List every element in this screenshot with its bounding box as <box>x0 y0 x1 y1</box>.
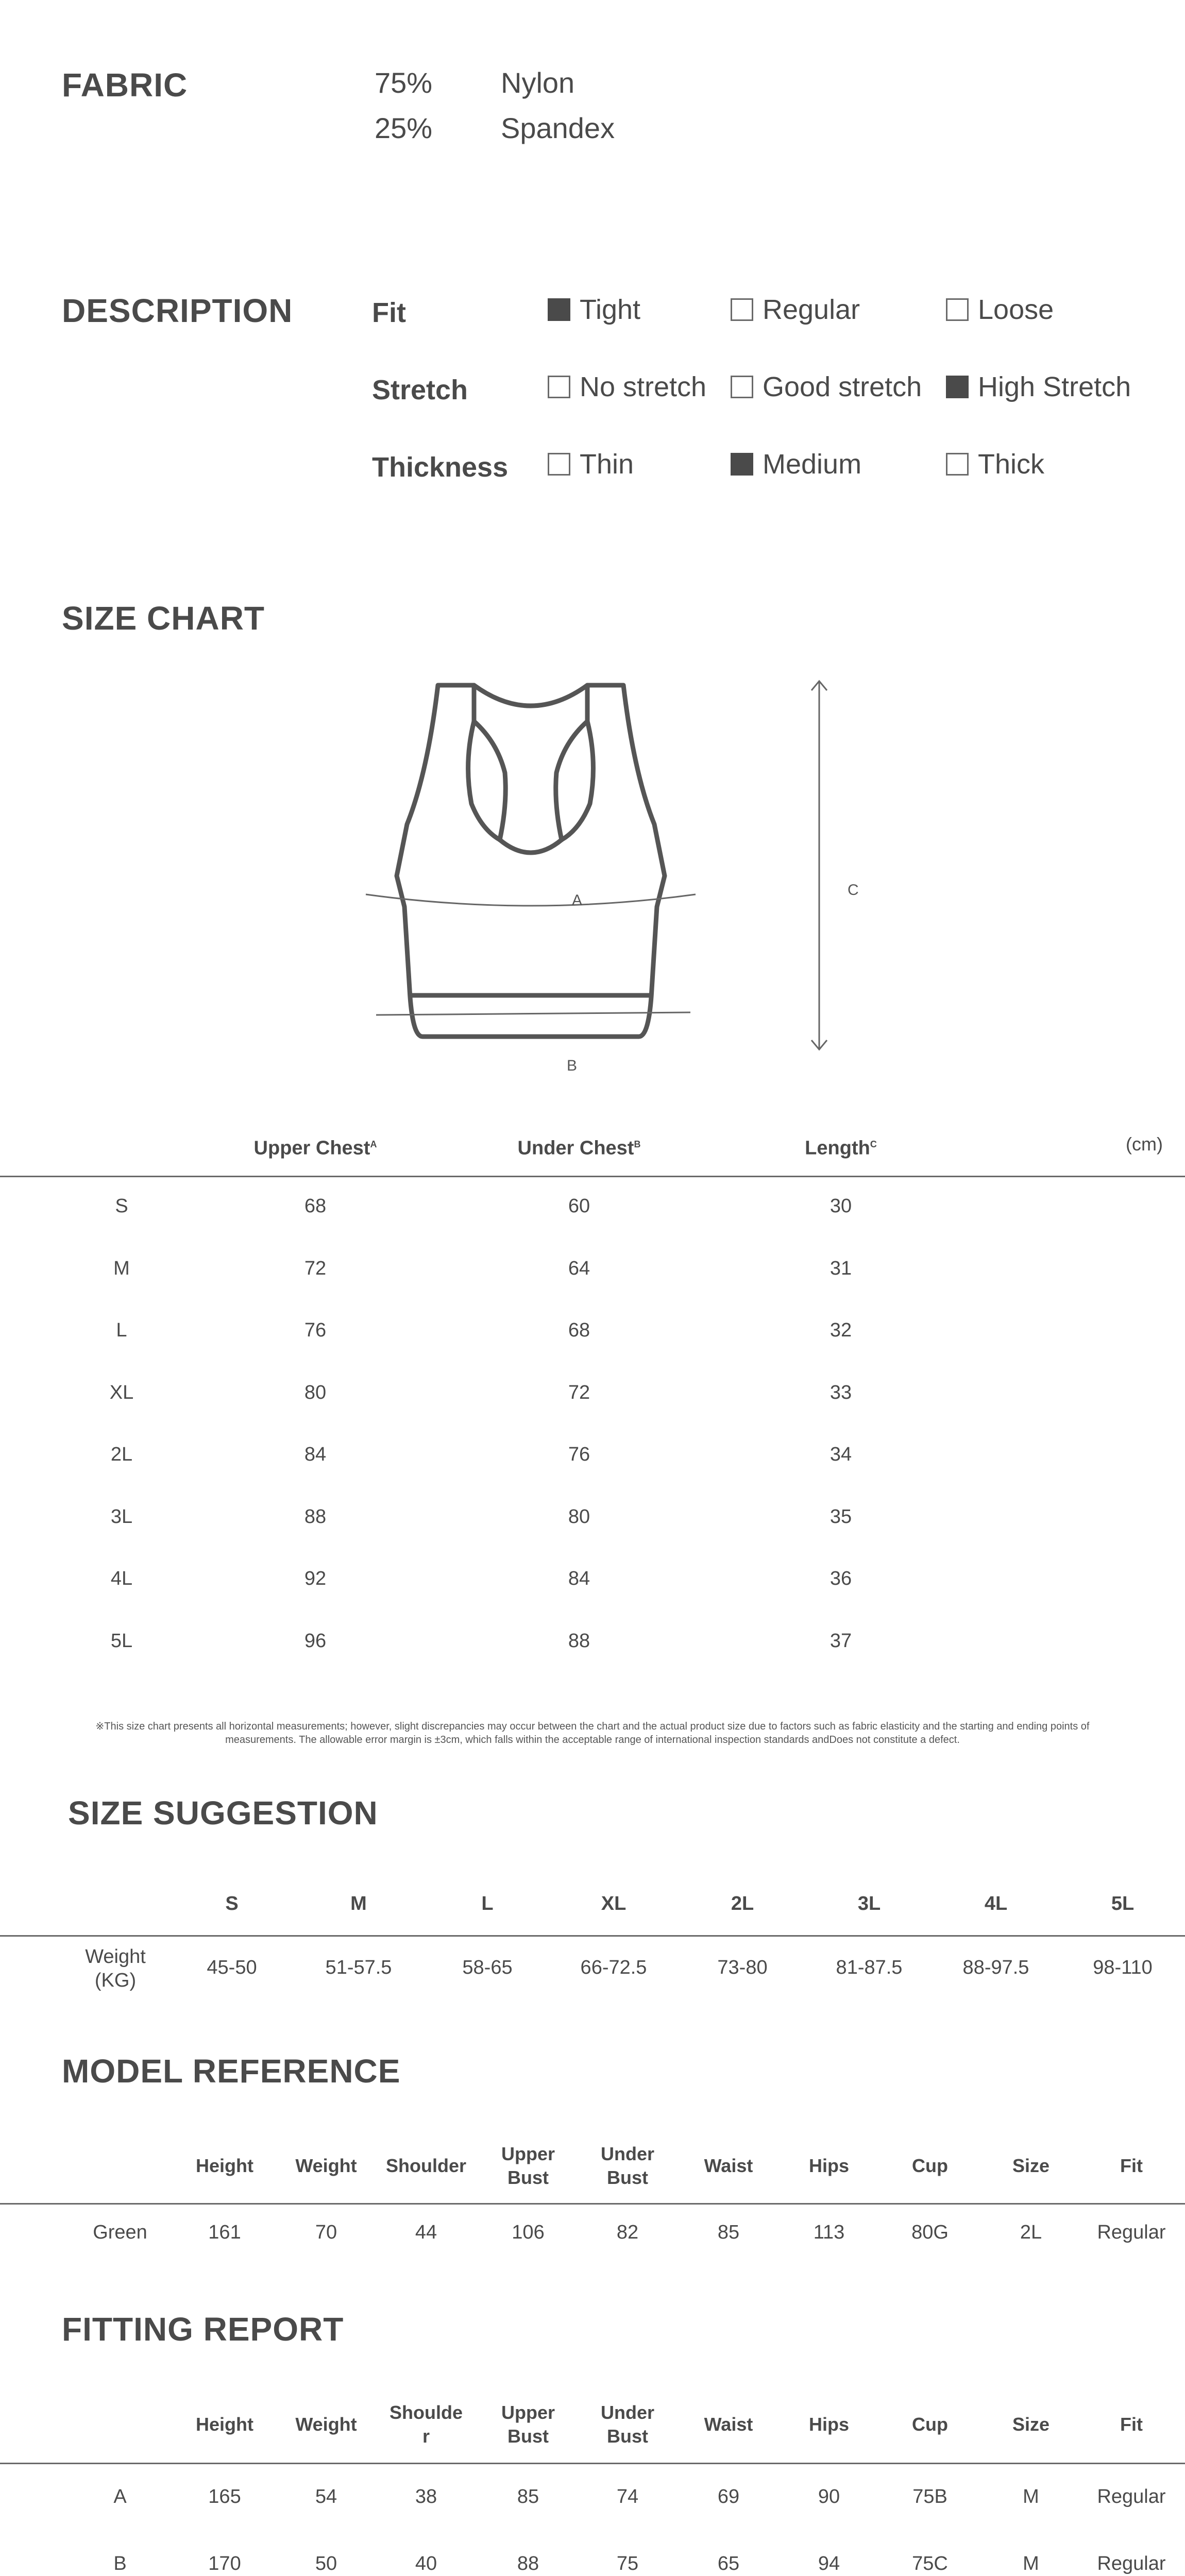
weight-range: 98-110 <box>1093 1957 1153 1978</box>
size-label: 5L <box>110 1630 133 1652</box>
measurement-cell: 68 <box>304 1195 327 1217</box>
checked-box-icon <box>946 376 969 398</box>
table-cell: 65 <box>717 2552 740 2574</box>
row-label: B <box>113 2552 127 2574</box>
fabric-pct-1: 75% <box>375 66 433 99</box>
column-header: Hips <box>808 2155 850 2176</box>
weight-range: 81-87.5 <box>836 1957 903 1978</box>
size-label: S <box>115 1195 128 1217</box>
garment-diagram <box>350 670 886 1082</box>
column-header: Size <box>1012 2155 1050 2176</box>
stretch-option-none: No stretch <box>548 371 706 403</box>
size-header: L <box>481 1893 494 1914</box>
table-cell: 80G <box>911 2222 949 2243</box>
unchecked-box-icon <box>731 376 753 398</box>
table-cell: 44 <box>415 2222 437 2243</box>
measurement-cell: 76 <box>304 1319 327 1341</box>
header-sup-c: C <box>870 1139 877 1149</box>
size-header: 3L <box>857 1893 881 1914</box>
measurement-cell: 76 <box>568 1444 590 1465</box>
size-header: 2L <box>731 1893 754 1914</box>
column-header: Height <box>196 2414 253 2435</box>
table-cell: 2L <box>1020 2222 1042 2243</box>
row-label: Green <box>93 2222 147 2243</box>
weight-range: 73-80 <box>717 1957 768 1978</box>
column-header: Shoulde r <box>390 2402 463 2447</box>
column-header: Fit <box>1120 2414 1143 2435</box>
measurement-cell: 35 <box>830 1505 852 1528</box>
fabric-pct-2: 25% <box>375 112 433 144</box>
table-cell: 170 <box>208 2552 241 2574</box>
table-cell: 50 <box>315 2552 337 2574</box>
table-cell: 54 <box>315 2486 337 2507</box>
table-cell: 75B <box>912 2486 947 2507</box>
weight-row-label: Weight (KG) <box>85 1946 146 1991</box>
size-label: 2L <box>110 1444 133 1465</box>
measurement-cell: 32 <box>830 1319 852 1341</box>
column-header: Under Bust <box>600 2402 655 2447</box>
measurement-cell: 33 <box>830 1381 852 1403</box>
measurement-cell: 37 <box>830 1630 852 1652</box>
column-header: Fit <box>1120 2155 1143 2176</box>
weight-range: 45-50 <box>207 1957 257 1978</box>
measurement-cell: 80 <box>568 1505 590 1528</box>
column-header: Weight <box>295 2155 357 2176</box>
table-cell: 40 <box>415 2552 437 2574</box>
column-header: Size <box>1012 2414 1050 2435</box>
table-cell: 74 <box>616 2486 639 2507</box>
table-cell: 165 <box>208 2486 241 2507</box>
measurement-cell: 72 <box>568 1381 590 1403</box>
size-header: M <box>350 1893 367 1914</box>
fit-option-loose: Loose <box>946 294 1054 326</box>
size-header: 5L <box>1111 1893 1135 1914</box>
size-chart-title: SIZE CHART <box>62 600 265 637</box>
size-chart-footnote: ※This size chart presents all horizontal measurements; however, slight discrepancies may occur between the chart and the actual product size due to factors such as fabric elasticity and the starting and ending points of measurements. The allowable error margin is ±3cm, which falls within the acceptable range of international inspection standards andDoes not constitute a defect. <box>95 1721 1090 1745</box>
table-cell: 69 <box>717 2486 740 2507</box>
column-header: Under Bust <box>600 2143 655 2188</box>
weight-range: 66-72.5 <box>580 1957 647 1978</box>
unchecked-box-icon <box>548 453 570 476</box>
column-header: Upper Bust <box>501 2143 555 2188</box>
unit-label: (cm) <box>1126 1133 1163 1155</box>
checked-box-icon <box>548 298 570 321</box>
size-header: 4L <box>984 1893 1008 1914</box>
thickness-option-medium: Medium <box>731 448 861 480</box>
diagram-label-a: A <box>572 892 583 909</box>
size-suggestion-title: SIZE SUGGESTION <box>68 1794 378 1832</box>
measurement-cell: 96 <box>304 1630 327 1652</box>
size-chart-header-length: Length$^C$ <box>805 1137 877 1159</box>
table-cell: 88 <box>517 2552 539 2574</box>
table-cell: 85 <box>517 2486 539 2507</box>
stretch-option-good: Good stretch <box>731 371 922 403</box>
table-cell: M <box>1023 2486 1039 2507</box>
size-header: S <box>225 1893 239 1914</box>
column-header: Waist <box>704 2414 753 2435</box>
table-cell: 85 <box>717 2222 740 2243</box>
table-cell: 70 <box>315 2222 337 2243</box>
column-header: Cup <box>912 2414 948 2435</box>
weight-range: 58-65 <box>462 1957 513 1978</box>
table-cell: 75 <box>616 2552 639 2574</box>
diagram-label-c: C <box>848 882 859 899</box>
table-cell: 38 <box>415 2486 437 2507</box>
fit-option-regular: Regular <box>731 294 860 326</box>
measurement-cell: 60 <box>568 1195 590 1217</box>
size-chart-header-under: Under Chest$^B$ <box>517 1137 641 1159</box>
column-header: Cup <box>912 2155 948 2176</box>
fit-label: Fit <box>372 297 406 328</box>
measurement-cell: 36 <box>830 1568 852 1589</box>
fit-option-tight: Tight <box>548 294 640 326</box>
checked-box-icon <box>731 453 753 476</box>
thickness-label: Thickness <box>372 452 509 483</box>
table-cell: 90 <box>818 2486 840 2507</box>
header-sup-b: B <box>634 1139 641 1149</box>
thickness-option-thin: Thin <box>548 448 634 480</box>
measurement-cell: 88 <box>568 1630 590 1652</box>
measurement-cell: 84 <box>304 1444 327 1465</box>
table-cell: 161 <box>208 2222 241 2243</box>
unchecked-box-icon <box>946 453 969 476</box>
measurement-cell: 34 <box>830 1444 852 1465</box>
stretch-label: Stretch <box>372 375 468 405</box>
measurement-cell: 64 <box>568 1257 590 1279</box>
unchecked-box-icon <box>731 298 753 321</box>
measurement-cell: 68 <box>568 1319 590 1341</box>
measurement-cell: 84 <box>568 1568 590 1589</box>
model-reference-title: MODEL REFERENCE <box>62 2053 401 2090</box>
measurement-cell: 31 <box>830 1257 852 1279</box>
size-label: L <box>116 1319 127 1341</box>
thickness-option-thick: Thick <box>946 448 1044 480</box>
unchecked-box-icon <box>946 298 969 321</box>
column-header: Waist <box>704 2155 753 2176</box>
size-label: M <box>113 1257 130 1279</box>
measurement-cell: 72 <box>304 1257 327 1279</box>
table-cell: 75C <box>912 2552 948 2574</box>
fabric-name-1: Nylon <box>501 66 575 99</box>
weight-range: 88-97.5 <box>962 1957 1029 1978</box>
size-chart-header-upper: Upper Chest$^A$ <box>253 1137 377 1159</box>
table-cell: Regular <box>1097 2552 1166 2574</box>
header-sup-a: A <box>370 1139 377 1149</box>
measurement-cell: 88 <box>304 1505 327 1528</box>
table-cell: 113 <box>813 2222 845 2243</box>
table-cell: 106 <box>512 2222 545 2243</box>
measurement-cell: 92 <box>304 1568 327 1589</box>
measurement-cell: 30 <box>830 1195 852 1217</box>
table-cell: Regular <box>1097 2486 1166 2507</box>
table-cell: 94 <box>818 2552 840 2574</box>
unchecked-box-icon <box>548 376 570 398</box>
table-cell: 82 <box>616 2222 639 2243</box>
size-label: 3L <box>110 1505 133 1528</box>
table-cell: M <box>1023 2552 1039 2574</box>
column-header: Upper Bust <box>501 2402 555 2447</box>
weight-range: 51-57.5 <box>325 1957 392 1978</box>
size-label: 4L <box>110 1568 133 1589</box>
fabric-title: FABRIC <box>62 66 188 104</box>
column-header: Height <box>196 2155 253 2176</box>
table-cell: Regular <box>1097 2222 1166 2243</box>
column-header: Weight <box>295 2414 357 2435</box>
size-header: XL <box>601 1893 627 1914</box>
model-reference-rule <box>0 2203 1185 2205</box>
column-header: Shoulder <box>385 2155 467 2176</box>
size-chart-rule <box>0 1176 1185 1177</box>
fabric-name-2: Spandex <box>501 112 615 144</box>
row-label: A <box>113 2486 127 2507</box>
column-header: Hips <box>808 2414 850 2435</box>
stretch-option-high: High Stretch <box>946 371 1131 403</box>
fitting-report-title: FITTING REPORT <box>62 2311 344 2348</box>
description-title: DESCRIPTION <box>62 292 293 329</box>
measurement-cell: 80 <box>304 1381 327 1403</box>
size-label: XL <box>109 1381 134 1403</box>
diagram-label-b: B <box>567 1057 578 1074</box>
size-suggestion-rule <box>0 1935 1185 1937</box>
fitting-report-rule <box>0 2463 1185 2464</box>
